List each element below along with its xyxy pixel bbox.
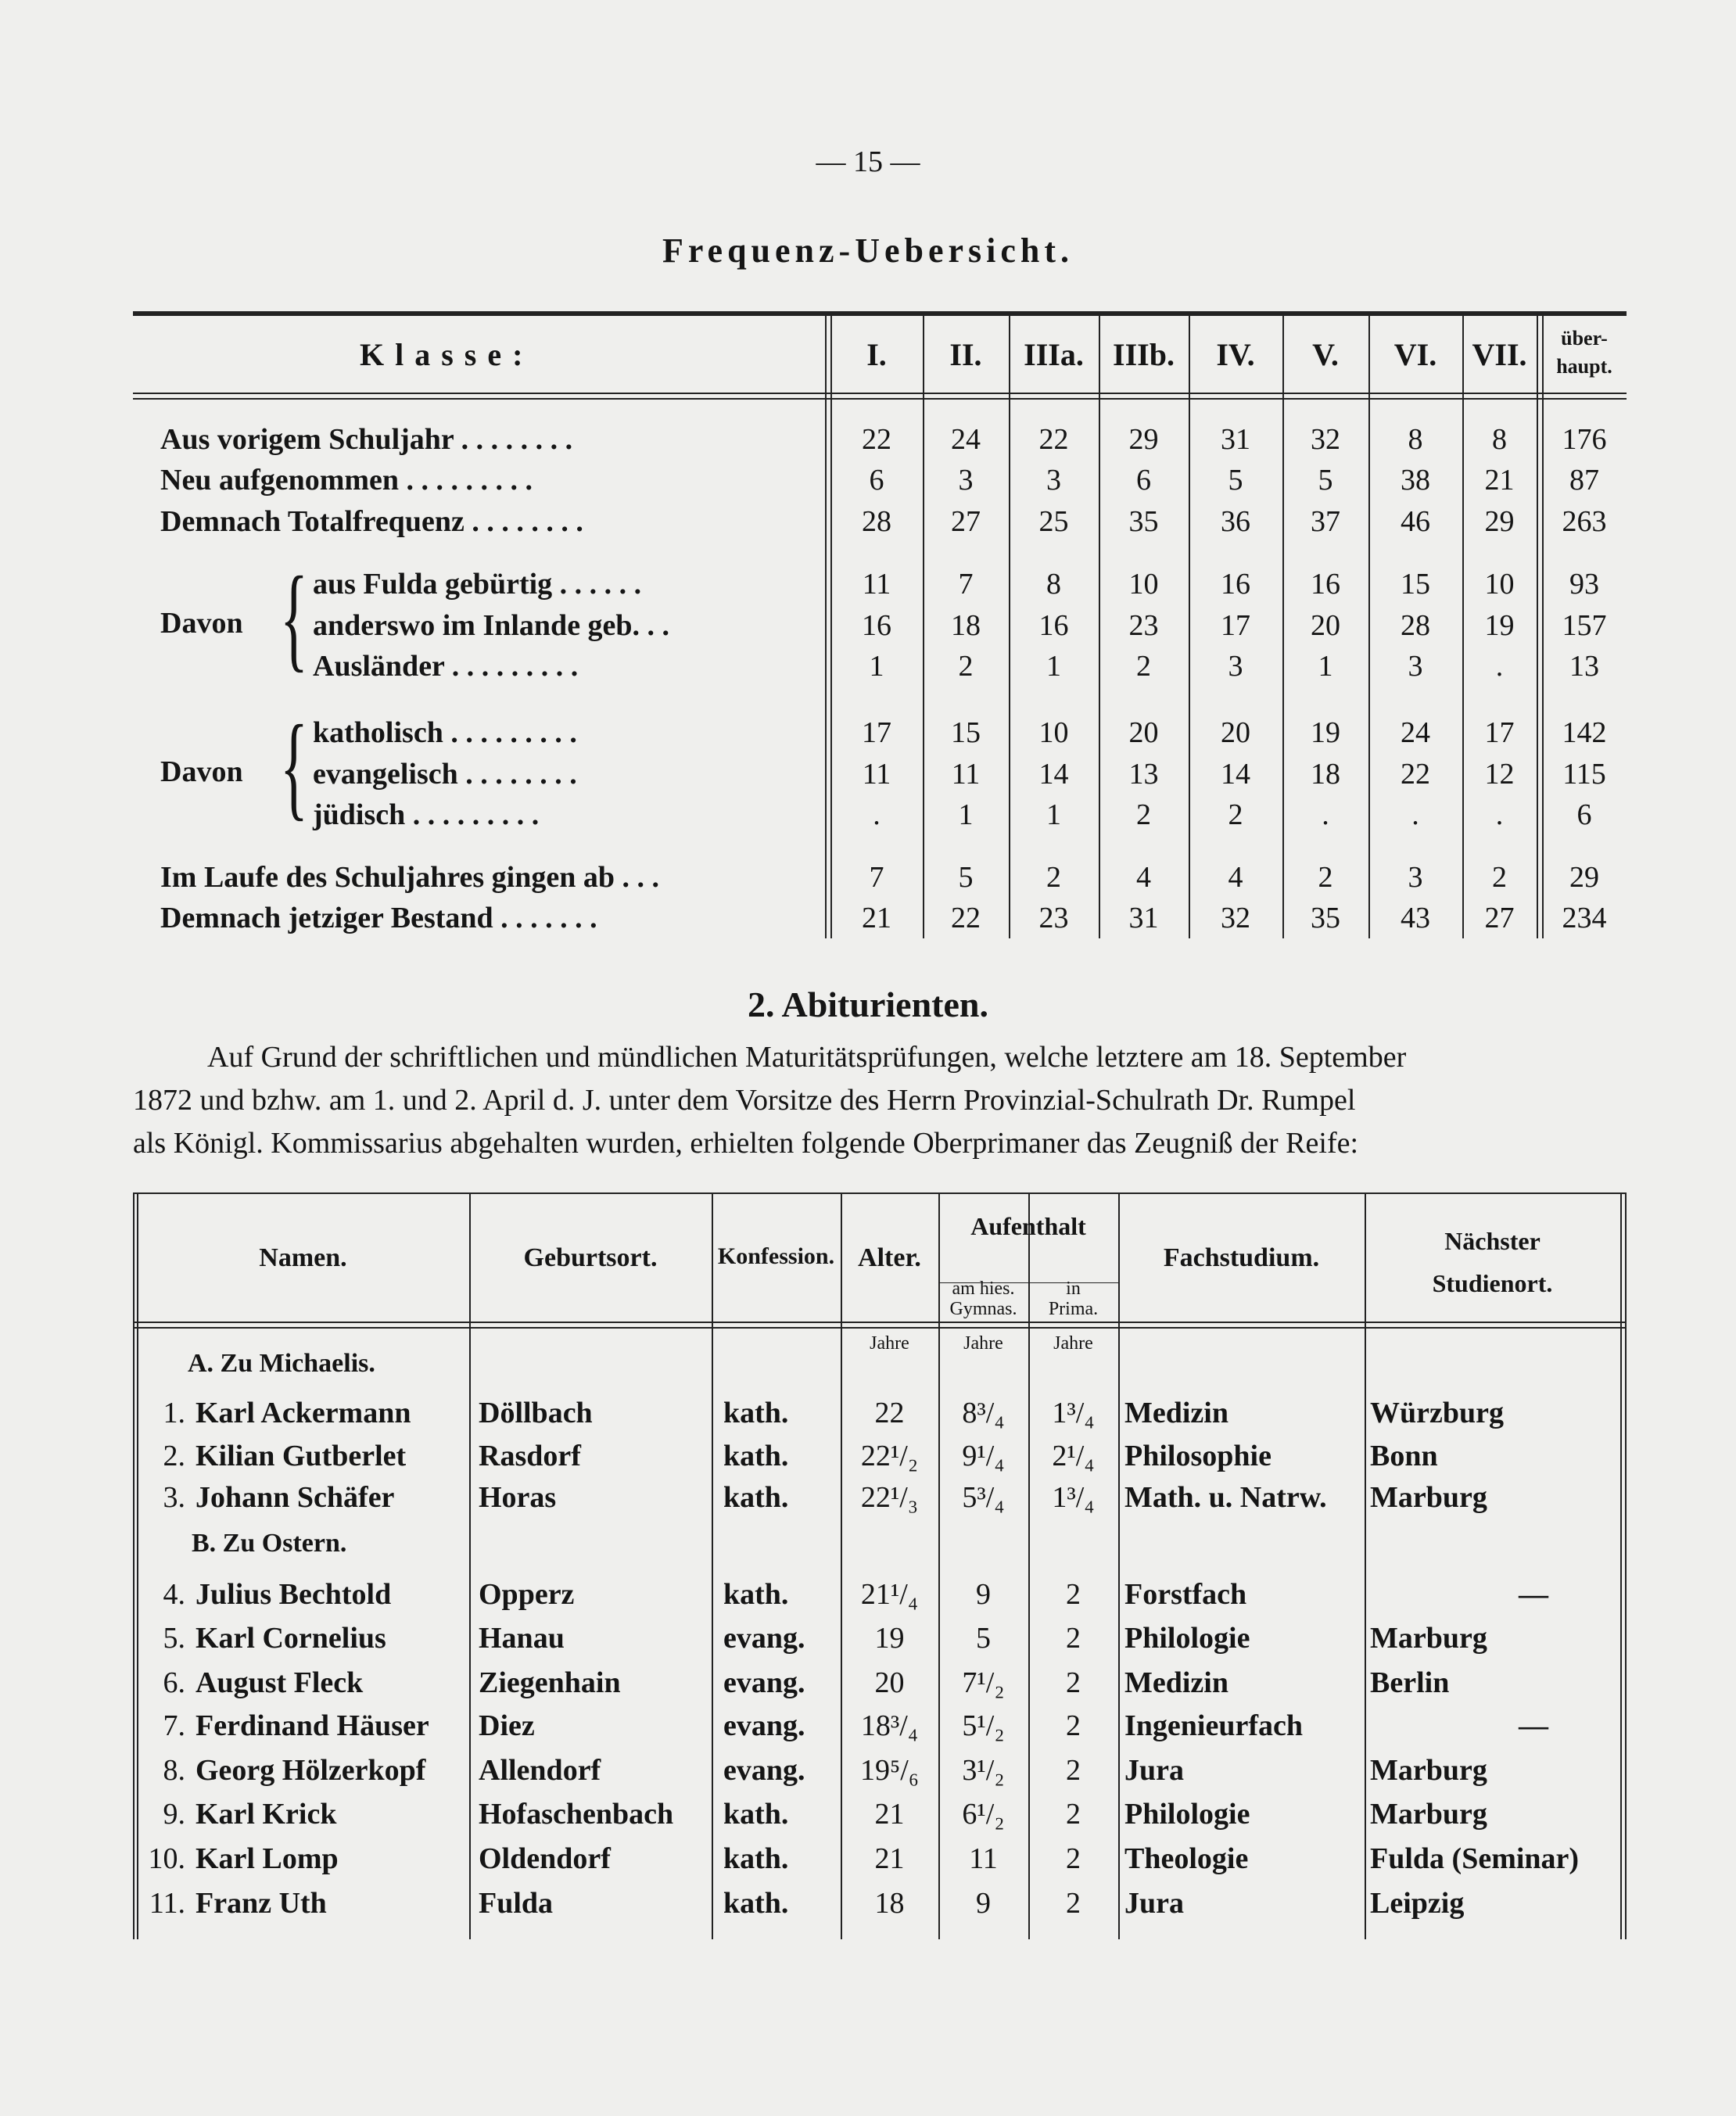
cell-value: 11 (951, 758, 981, 791)
cell-value: 10 (1484, 568, 1515, 601)
birthplace: Diez (479, 1709, 535, 1742)
next-study-place: Fulda (Seminar) (1370, 1842, 1580, 1875)
cell-value: 22 (1401, 758, 1430, 791)
cell-value: 12 (1484, 758, 1515, 791)
cell-value: 6 (869, 464, 884, 497)
cell-value: 1 (869, 650, 884, 683)
student-name: Franz Uth (195, 1887, 327, 1920)
cell-value: 18 (1311, 758, 1340, 791)
student-name: Karl Cornelius (195, 1622, 386, 1655)
cell-value: 46 (1401, 505, 1430, 538)
cell-value: 35 (1311, 902, 1340, 934)
birthplace: Döllbach (479, 1397, 593, 1429)
cell-value: 15 (1401, 568, 1430, 601)
cell-value: 4 (1228, 861, 1243, 894)
field-of-study: Medizin (1124, 1397, 1228, 1429)
cell-value: 8 (1408, 423, 1423, 456)
field-of-study: Philologie (1124, 1622, 1250, 1655)
cell-value: 19 (1484, 609, 1515, 642)
header-am-hies: am hies. Gymnas. (949, 1279, 1017, 1319)
column-rule (712, 1192, 713, 1939)
student-name: Johann Schäfer (195, 1481, 395, 1514)
cell-value: 38 (1401, 464, 1430, 497)
cell-value: 3 (1408, 650, 1423, 683)
next-study-place: Berlin (1370, 1666, 1450, 1699)
table-rule-top (133, 311, 1627, 316)
cell-value: 3 (1046, 464, 1061, 497)
student-number: 5. (163, 1622, 185, 1655)
age: 18 (874, 1887, 905, 1920)
cell-value: 1 (1046, 650, 1061, 683)
header-alter: Alter. (858, 1243, 921, 1272)
cell-value: 115 (1562, 758, 1606, 791)
column-header: IIIb. (1113, 337, 1175, 372)
years-gymnasium: 7¹/₂ (962, 1666, 1005, 1699)
section-michaelis: A. Zu Michaelis. (188, 1349, 375, 1378)
cell-value: 2 (1046, 861, 1061, 894)
cell-value: 2 (1136, 650, 1151, 683)
cell-value: 20 (1311, 609, 1340, 642)
field-of-study: Jura (1124, 1754, 1184, 1787)
cell-value: 21 (862, 902, 891, 934)
cell-value: 27 (951, 505, 981, 538)
cell-value: 29 (1569, 861, 1599, 894)
row-label: Neu aufgenommen . . . . . . . . . (160, 464, 533, 497)
cell-value: 1 (1046, 798, 1061, 831)
next-study-place: Leipzig (1370, 1887, 1465, 1920)
student-name: Karl Lomp (195, 1842, 339, 1875)
cell-value: 28 (862, 505, 891, 538)
years-gymnasium: 3¹/₂ (962, 1754, 1005, 1787)
birthplace: Opperz (479, 1578, 575, 1611)
row-label: Aus vorigem Schuljahr . . . . . . . . (160, 423, 573, 456)
cell-value: 27 (1484, 902, 1515, 934)
cell-value: 8 (1046, 568, 1061, 601)
cell-value: 19 (1311, 716, 1340, 749)
column-rule (1625, 1192, 1627, 1939)
cell-value: 2 (958, 650, 974, 683)
birthplace: Oldendorf (479, 1842, 611, 1875)
years-prima: 2 (1066, 1754, 1081, 1787)
student-number: 9. (163, 1798, 185, 1831)
student-number: 11. (149, 1887, 185, 1920)
cell-value: 93 (1569, 568, 1599, 601)
age: 22¹/₂ (860, 1440, 919, 1472)
cell-value: 36 (1221, 505, 1250, 538)
cell-value: 13 (1128, 758, 1159, 791)
header-in-prima: in Prima. (1048, 1279, 1099, 1319)
column-header: IV. (1216, 337, 1255, 372)
cell-value: 24 (951, 423, 981, 456)
column-rule (825, 313, 827, 938)
years-gymnasium: 5¹/₂ (962, 1709, 1005, 1742)
next-study-place: — (1519, 1709, 1548, 1742)
student-name: Kilian Gutberlet (195, 1440, 407, 1472)
unit-jahre: Jahre (963, 1333, 1003, 1354)
age: 21 (874, 1798, 905, 1831)
cell-value: 4 (1136, 861, 1151, 894)
next-study-place: Marburg (1370, 1481, 1487, 1514)
cell-value: 6 (1576, 798, 1592, 831)
column-rule (1118, 1192, 1120, 1939)
student-number: 7. (163, 1709, 185, 1742)
field-of-study: Philosophie (1124, 1440, 1272, 1472)
cell-value: 11 (862, 568, 891, 601)
header-rule (133, 398, 1627, 400)
cell-value: 3 (1408, 861, 1423, 894)
field-of-study: Jura (1124, 1887, 1184, 1920)
cell-value: 29 (1128, 423, 1159, 456)
years-gymnasium: 11 (969, 1842, 998, 1875)
next-study-place: Marburg (1370, 1798, 1487, 1831)
birthplace: Hanau (479, 1622, 565, 1655)
cell-value: 17 (862, 716, 891, 749)
years-gymnasium: 6¹/₂ (962, 1798, 1005, 1831)
cell-value: 20 (1128, 716, 1159, 749)
cell-value: 157 (1562, 609, 1607, 642)
header-rule (133, 1327, 1627, 1329)
cell-value: 22 (1038, 423, 1069, 456)
student-number: 1. (163, 1397, 185, 1429)
years-prima: 2 (1066, 1709, 1081, 1742)
column-header: über- haupt. (1556, 327, 1612, 378)
cell-value: 15 (951, 716, 981, 749)
cell-value: 16 (862, 609, 891, 642)
cell-value: 23 (1038, 902, 1069, 934)
cell-value: 17 (1221, 609, 1250, 642)
age: 19⁵/₆ (859, 1754, 920, 1787)
cell-value: . (873, 798, 881, 831)
age: 21 (874, 1842, 905, 1875)
row-label: Im Laufe des Schuljahres gingen ab . . . (160, 861, 660, 894)
cell-value: 5 (958, 861, 974, 894)
row-label: Ausländer . . . . . . . . . (313, 650, 579, 683)
years-gymnasium: 5³/₄ (962, 1481, 1005, 1514)
cell-value: 22 (862, 423, 891, 456)
cell-value: 11 (862, 758, 891, 791)
paragraph-line: 1872 und bzhw. am 1. und 2. April d. J. unter dem Vorsitze des Herrn Provinzial-Schulrath Dr. Rumpel (133, 1084, 1356, 1117)
column-header: V. (1312, 337, 1339, 372)
section-ostern: B. Zu Ostern. (192, 1529, 347, 1558)
header-namen: Namen. (259, 1243, 347, 1272)
confession: kath. (723, 1397, 789, 1429)
klasse-label: Klasse: (360, 337, 534, 372)
years-gymnasium: 5 (976, 1622, 991, 1655)
age: 22¹/₃ (860, 1481, 919, 1514)
cell-value: 32 (1221, 902, 1250, 934)
student-number: 8. (163, 1754, 185, 1787)
unit-jahre: Jahre (870, 1333, 909, 1354)
paragraph-line: Auf Grund der schriftlichen und mündlichen Maturitätsprüfungen, welche letztere am 18. September (207, 1041, 1407, 1074)
cell-value: 29 (1484, 505, 1515, 538)
cell-value: 35 (1128, 505, 1159, 538)
cell-value: 18 (951, 609, 981, 642)
birthplace: Allendorf (479, 1754, 601, 1787)
cell-value: 2 (1228, 798, 1243, 831)
years-prima: 2 (1066, 1798, 1081, 1831)
cell-value: 13 (1569, 650, 1599, 683)
section-heading: 2. Abiturienten. (748, 984, 988, 1024)
cell-value: 5 (1228, 464, 1243, 497)
column-header: II. (949, 337, 982, 372)
cell-value: 2 (1492, 861, 1507, 894)
confession: kath. (723, 1798, 789, 1831)
confession: kath. (723, 1481, 789, 1514)
confession: evang. (723, 1754, 805, 1787)
confession: evang. (723, 1666, 805, 1699)
next-study-place: Marburg (1370, 1622, 1487, 1655)
cell-value: 14 (1038, 758, 1069, 791)
years-gymnasium: 9 (976, 1887, 991, 1920)
student-name: Karl Ackermann (195, 1397, 411, 1429)
row-label: evangelisch . . . . . . . . (313, 758, 577, 791)
row-label: jüdisch . . . . . . . . . (313, 798, 540, 831)
student-number: 3. (163, 1481, 185, 1514)
column-header: VI. (1393, 337, 1437, 372)
cell-value: 263 (1562, 505, 1607, 538)
header-naechster: Nächster Studienort. (1432, 1227, 1553, 1297)
field-of-study: Forstfach (1124, 1578, 1247, 1611)
cell-value: 2 (1136, 798, 1151, 831)
cell-value: 87 (1569, 464, 1599, 497)
column-rule (1537, 313, 1538, 938)
years-prima: 2 (1066, 1666, 1081, 1699)
cell-value: 8 (1492, 423, 1507, 456)
row-label: aus Fulda gebürtig . . . . . . (313, 568, 642, 601)
field-of-study: Medizin (1124, 1666, 1228, 1699)
student-number: 6. (163, 1666, 185, 1699)
years-gymnasium: 9 (976, 1578, 991, 1611)
student-name: August Fleck (195, 1666, 364, 1699)
cell-value: 3 (1228, 650, 1243, 683)
confession: kath. (723, 1842, 789, 1875)
cell-value: 25 (1038, 505, 1069, 538)
row-label: Demnach Totalfrequenz . . . . . . . . (160, 505, 583, 538)
column-header: I. (866, 337, 887, 372)
years-prima: 2¹/₄ (1052, 1440, 1095, 1472)
cell-value: . (1495, 798, 1504, 831)
confession: evang. (723, 1709, 805, 1742)
age: 19 (874, 1622, 905, 1655)
cell-value: 17 (1484, 716, 1515, 749)
row-label: anderswo im Inlande geb. . . (313, 609, 670, 642)
age: 20 (874, 1666, 905, 1699)
student-name: Ferdinand Häuser (195, 1709, 429, 1742)
cell-value: . (1322, 798, 1329, 831)
row-label: Demnach jetziger Bestand . . . . . . . (160, 902, 597, 934)
cell-value: 176 (1562, 423, 1607, 456)
age: 21¹/₄ (860, 1578, 919, 1611)
cell-value: 5 (1318, 464, 1333, 497)
cell-value: 31 (1221, 423, 1250, 456)
cell-value: 16 (1221, 568, 1250, 601)
birthplace: Horas (479, 1481, 557, 1514)
birthplace: Fulda (479, 1887, 554, 1920)
cell-value: . (1495, 650, 1504, 683)
field-of-study: Philologie (1124, 1798, 1250, 1831)
student-number: 2. (163, 1440, 185, 1472)
cell-value: 14 (1221, 758, 1250, 791)
cell-value: 7 (869, 861, 884, 894)
next-study-place: — (1519, 1578, 1548, 1611)
column-rule (133, 1192, 135, 1939)
years-prima: 1³/₄ (1052, 1397, 1095, 1429)
header-geburtsort: Geburtsort. (523, 1243, 658, 1272)
field-of-study: Ingenieurfach (1124, 1709, 1303, 1742)
header-rule (133, 393, 1627, 394)
cell-value: 24 (1401, 716, 1430, 749)
years-prima: 2 (1066, 1842, 1081, 1875)
years-prima: 1³/₄ (1052, 1481, 1095, 1514)
cell-value: 7 (958, 568, 974, 601)
years-prima: 2 (1066, 1578, 1081, 1611)
header-aufenthalt: Aufenthalt (970, 1212, 1086, 1240)
frequency-title: Frequenz-Uebersicht. (662, 231, 1074, 270)
row-label: katholisch . . . . . . . . . (313, 716, 577, 749)
birthplace: Hofaschenbach (479, 1798, 674, 1831)
cell-value: 16 (1311, 568, 1340, 601)
brace-religion: { (280, 701, 308, 831)
years-gymnasium: 8³/₄ (962, 1397, 1005, 1429)
header-fachstudium: Fachstudium. (1163, 1243, 1320, 1272)
cell-value: 22 (951, 902, 981, 934)
field-of-study: Theologie (1124, 1842, 1249, 1875)
cell-value: . (1411, 798, 1419, 831)
header-rule (133, 1322, 1627, 1323)
cell-value: 10 (1038, 716, 1069, 749)
cell-value: 32 (1311, 423, 1340, 456)
cell-value: 31 (1128, 902, 1159, 934)
next-study-place: Marburg (1370, 1754, 1487, 1787)
page-number: — 15 — (816, 145, 920, 178)
cell-value: 16 (1038, 609, 1069, 642)
cell-value: 6 (1136, 464, 1151, 497)
next-study-place: Bonn (1370, 1440, 1438, 1472)
cell-value: 234 (1562, 902, 1607, 934)
cell-value: 23 (1128, 609, 1159, 642)
student-name: Georg Hölzerkopf (195, 1754, 426, 1787)
brace-origin: { (280, 553, 308, 683)
confession: kath. (723, 1578, 789, 1611)
student-name: Karl Krick (195, 1798, 337, 1831)
cell-value: 10 (1128, 568, 1159, 601)
confession: evang. (723, 1622, 805, 1655)
unit-jahre: Jahre (1053, 1333, 1093, 1354)
cell-value: 3 (958, 464, 974, 497)
age: 18³/₄ (860, 1709, 919, 1742)
cell-value: 142 (1562, 716, 1607, 749)
column-rule (1365, 1192, 1366, 1939)
years-prima: 2 (1066, 1622, 1081, 1655)
column-rule (1620, 1192, 1622, 1939)
confession: kath. (723, 1887, 789, 1920)
davon-label-origin: Davon (160, 607, 243, 640)
student-number: 10. (148, 1842, 185, 1875)
field-of-study: Math. u. Natrw. (1124, 1481, 1327, 1514)
cell-value: 1 (958, 798, 974, 831)
cell-value: 20 (1221, 716, 1250, 749)
age: 22 (874, 1397, 905, 1429)
next-study-place: Würzburg (1370, 1397, 1504, 1429)
cell-value: 37 (1311, 505, 1340, 538)
cell-value: 1 (1318, 650, 1333, 683)
birthplace: Rasdorf (479, 1440, 581, 1472)
column-header: VII. (1472, 337, 1527, 372)
column-rule (469, 1192, 471, 1939)
years-gymnasium: 9¹/₄ (962, 1440, 1005, 1472)
years-prima: 2 (1066, 1887, 1081, 1920)
cell-value: 21 (1484, 464, 1515, 497)
paragraph-line: als Königl. Kommissarius abgehalten wurden, erhielten folgende Oberprimaner das Zeugniß der Reife: (133, 1127, 1359, 1160)
birthplace: Ziegenhain (479, 1666, 621, 1699)
student-number: 4. (163, 1578, 185, 1611)
table-border-top (133, 1192, 1627, 1194)
column-header: IIIa. (1024, 337, 1084, 372)
cell-value: 43 (1401, 902, 1430, 934)
student-name: Julius Bechtold (195, 1578, 392, 1611)
davon-label-religion: Davon (160, 755, 243, 788)
confession: kath. (723, 1440, 789, 1472)
cell-value: 2 (1318, 861, 1333, 894)
header-konfession: Konfession. (717, 1243, 835, 1269)
cell-value: 28 (1401, 609, 1430, 642)
